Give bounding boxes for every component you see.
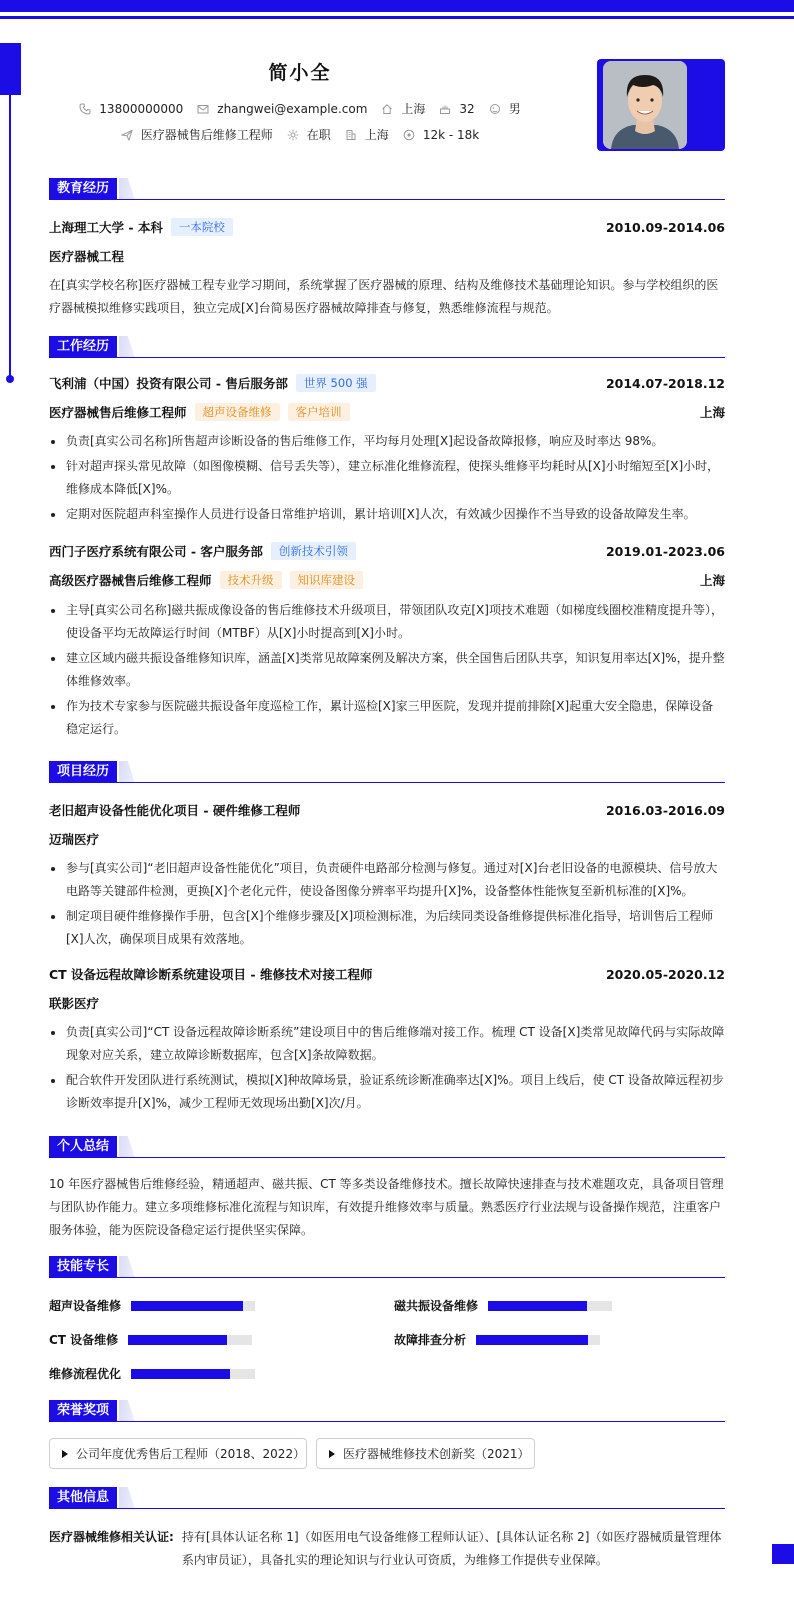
section-work-title: 工作经历 — [49, 336, 117, 358]
profile-photo — [603, 61, 687, 149]
section-divider — [49, 1157, 725, 1158]
skill-name: CT 设备维修 — [49, 1333, 119, 1347]
project-1-name: 老旧超声设备性能优化项目 - 硬件维修工程师 — [49, 803, 301, 818]
section-awards-title: 荣誉奖项 — [49, 1400, 117, 1422]
building-icon — [345, 129, 357, 141]
job-1-date: 2014.07-2018.12 — [605, 375, 725, 391]
section-tab-tail — [119, 1487, 135, 1509]
project-1-date: 2016.03-2016.09 — [605, 802, 725, 818]
list-item: 主导[真实公司名称]磁共振成像设备的售后维修技术升级项目，带领团队攻克[X]项技术难题（如梯度线圈校准精度提升等），使设备平均无故障运行时间（MTBF）从[X]小时提高到[X]小时。 — [49, 599, 725, 645]
school-tag: 一本院校 — [171, 218, 233, 236]
project-2-name: CT 设备远程故障诊断系统建设项目 - 维修技术对接工程师 — [49, 967, 373, 982]
list-item: 负责[真实公司]“CT 设备远程故障诊断系统”建设项目中的售后维修端对接工作。梳理 CT 设备[X]类常见故障代码与实际故障现象对应关系，建立故障诊断数据库，包含[X]条故障数据。 — [49, 1021, 725, 1067]
award-item[interactable] — [49, 1438, 307, 1469]
list-item: 建立区域内磁共振设备维修知识库，涵盖[X]类常见故障案例及解决方案，供全国售后团队共享，知识复用率达[X]%，提升整体维修效率。 — [49, 647, 725, 693]
education-date: 2010.09-2014.06 — [605, 219, 725, 235]
job-intent-row — [0, 126, 600, 143]
gender-icon — [489, 103, 501, 115]
project-2-bullets — [49, 1021, 725, 1117]
education-major-row — [49, 247, 725, 265]
skill-bar — [488, 1301, 612, 1311]
left-timeline-dot — [6, 375, 14, 383]
section-tab-tail — [119, 761, 135, 783]
project-2-org-row — [49, 994, 725, 1012]
coin-icon — [403, 129, 415, 141]
job-2-bullets — [49, 599, 725, 743]
education-description: 在[真实学校名称]医疗器械工程专业学习期间，系统掌握了医疗器械的原理、结构及维修技术基础理论知识。参与学校组织的医疗器械模拟维修实践项目，独立完成[X]台简易医疗器械故障排查与修复，熟悉维修流程与规范。 — [49, 278, 719, 315]
status-info — [287, 126, 331, 143]
list-item: 参与[真实公司]“老旧超声设备性能优化”项目，负责硬件电路部分检测与修复。通过对[X]台老旧设备的电源模块、信号放大电路等关键部件检测，更换[X]个老化元件，使设备图像分辨率平均提升[X]%，设备整体性能恢复至新机标准的[X]%。 — [49, 857, 725, 903]
cake-icon — [439, 103, 451, 115]
section-projects-header — [49, 761, 725, 783]
award-text: 医疗器械维修技术创新奖（2021） — [343, 1447, 530, 1461]
age-info — [439, 102, 474, 116]
home-icon — [381, 103, 393, 115]
section-divider — [49, 357, 725, 358]
job-2-date: 2019.01-2023.06 — [605, 543, 725, 559]
phone-text: 13800000000 — [99, 101, 184, 116]
send-icon — [121, 129, 133, 141]
project-2-title-row — [49, 965, 725, 983]
section-tab-tail — [119, 336, 135, 358]
section-other-title: 其他信息 — [49, 1487, 117, 1509]
skill-bar — [476, 1335, 600, 1345]
person-portrait-icon — [603, 61, 687, 149]
section-education-header — [49, 178, 725, 200]
top-accent-line — [0, 16, 794, 19]
skill-bar — [128, 1335, 252, 1345]
skill-name: 故障排查分析 — [394, 1333, 467, 1347]
section-tab-tail — [119, 178, 135, 200]
email-text: zhangwei@example.com — [217, 101, 368, 116]
job-2-role: 高级医疗器械售后维修工程师 — [49, 573, 212, 588]
job-2-company-tag: 创新技术引领 — [271, 542, 356, 560]
project-1-bullets — [49, 857, 725, 953]
section-projects-title: 项目经历 — [49, 761, 117, 783]
job-1-location: 上海 — [699, 405, 725, 420]
award-item[interactable] — [316, 1438, 535, 1469]
email-info — [197, 102, 367, 116]
list-item: 定期对医院超声科室操作人员进行设备日常维护培训，累计培训[X]人次，有效减少因操作不当导致的设备故障发生率。 — [49, 503, 725, 526]
job-1-tag: 超声设备维修 — [195, 403, 280, 421]
skill-name: 维修流程优化 — [49, 1367, 122, 1381]
job-2-tag: 技术升级 — [220, 571, 282, 589]
skill-name: 磁共振设备维修 — [394, 1299, 479, 1313]
skill-bar-fill — [128, 1335, 227, 1345]
section-skills-title: 技能专长 — [49, 1256, 117, 1278]
summary-text: 10 年医疗器械售后维修经验，精通超声、磁共振、CT 等多类设备维修技术。擅长故障快速排查与技术难题攻克，具备项目管理与团队协作能力。建立多项维修标准化流程与知识库，有效提升维修效率与质量。熟悉医疗行业法规与设备操作规范，注重客户服务体验，能为医院设备稳定运行提供坚实保障。 — [49, 1177, 724, 1237]
education-title-row — [49, 218, 725, 236]
status-text: 在职 — [306, 128, 331, 142]
profile-photo-frame — [597, 59, 725, 151]
skill-bar-fill — [488, 1301, 587, 1311]
skill-bar — [131, 1301, 255, 1311]
section-education-title: 教育经历 — [49, 178, 117, 200]
job-2-title-row — [49, 542, 725, 560]
section-tab-tail — [119, 1400, 135, 1422]
job-target-info — [121, 126, 273, 143]
section-divider — [49, 1277, 725, 1278]
city-text: 上海 — [364, 128, 389, 142]
contact-row — [0, 100, 600, 117]
skill-name: 超声设备维修 — [49, 1299, 122, 1313]
job-1-role-row — [49, 403, 725, 421]
age-text: 32 — [459, 101, 475, 116]
right-accent-tab — [772, 1544, 794, 1564]
section-summary-title: 个人总结 — [49, 1136, 117, 1158]
section-awards-header — [49, 1400, 725, 1422]
hometown-info — [381, 100, 425, 117]
other-info-row — [49, 1526, 725, 1572]
salary-info — [403, 128, 479, 142]
skill-bar-fill — [131, 1301, 243, 1311]
play-triangle-icon — [329, 1450, 335, 1458]
job-2-role-row — [49, 571, 725, 589]
city-info — [345, 126, 389, 143]
list-item: 配合软件开发团队进行系统测试，模拟[X]种故障场景，验证系统诊断准确率达[X]%。项目上线后，使 CT 设备故障远程初步诊断效率提升[X]%，减少工程师无效现场出勤[X]次/月。 — [49, 1069, 725, 1115]
job-2-company: 西门子医疗系统有限公司 - 客户服务部 — [49, 544, 263, 559]
project-1-title-row — [49, 801, 725, 819]
award-text: 公司年度优秀售后工程师（2018、2022） — [76, 1447, 306, 1461]
major-name: 医疗器械工程 — [49, 249, 125, 264]
skill-bar — [131, 1369, 255, 1379]
project-1-org: 迈瑞医疗 — [49, 832, 100, 847]
project-1-org-row — [49, 830, 725, 848]
school-name: 上海理工大学 - 本科 — [49, 220, 163, 235]
job-1-title-row — [49, 374, 725, 392]
project-2-org: 联影医疗 — [49, 996, 100, 1011]
section-divider — [49, 1421, 725, 1422]
section-tab-tail — [119, 1256, 135, 1278]
skill-item — [49, 1297, 255, 1314]
section-other-header — [49, 1487, 725, 1509]
job-1-company: 飞利浦（中国）投资有限公司 - 售后服务部 — [49, 376, 288, 391]
job-target-text: 医疗器械售后维修工程师 — [140, 128, 273, 142]
other-info-label: 医疗器械维修相关认证: — [49, 1530, 174, 1544]
status-icon — [287, 129, 299, 141]
job-2-tag: 知识库建设 — [290, 571, 364, 589]
job-1-tag: 客户培训 — [288, 403, 350, 421]
project-2-date: 2020.05-2020.12 — [605, 966, 725, 982]
skill-item — [394, 1297, 612, 1314]
section-divider — [49, 782, 725, 783]
section-divider — [49, 199, 725, 200]
skill-item — [49, 1365, 255, 1382]
top-accent-bar — [0, 0, 794, 12]
other-info-value: 持有[具体认证名称 1]（如医用电气设备维修工程师认证）、[具体认证名称 2]（如医疗器械质量管理体系内审员证），具备扎实的理论知识与行业认可资质，为维修工作提供专业保障。 — [181, 1530, 722, 1567]
section-skills-header — [49, 1256, 725, 1278]
candidate-name: 简小全 — [268, 62, 332, 84]
job-1-company-tag: 世界 500 强 — [296, 374, 376, 392]
hometown-text: 上海 — [401, 102, 426, 116]
list-item: 制定项目硬件维修操作手册，包含[X]个维修步骤及[X]项检测标准，为后续同类设备维修提供标准化指导，培训售后工程师[X]人次，确保项目成果有效落地。 — [49, 905, 725, 951]
skill-bar-fill — [131, 1369, 230, 1379]
list-item: 负责[真实公司名称]所售超声诊断设备的售后维修工作，平均每月处理[X]起设备故障报修，响应及时率达 98%。 — [49, 430, 725, 453]
section-summary-header — [49, 1136, 725, 1158]
play-triangle-icon — [62, 1450, 68, 1458]
job-1-bullets — [49, 430, 725, 528]
list-item: 作为技术专家参与医院磁共振设备年度巡检工作，累计巡检[X]家三甲医院，发现并提前排除[X]起重大安全隐患，保障设备稳定运行。 — [49, 695, 725, 741]
skill-item — [49, 1331, 252, 1348]
section-tab-tail — [119, 1136, 135, 1158]
section-work-header — [49, 336, 725, 358]
job-2-location: 上海 — [699, 573, 725, 588]
section-divider — [49, 1508, 725, 1509]
skill-bar-fill — [476, 1335, 588, 1345]
skill-item — [394, 1331, 600, 1348]
phone-icon — [79, 103, 91, 115]
job-1-role: 医疗器械售后维修工程师 — [49, 405, 187, 420]
list-item: 针对超声探头常见故障（如图像模糊、信号丢失等），建立标准化维修流程，使探头维修平均耗时从[X]小时缩短至[X]小时，维修成本降低[X]%。 — [49, 455, 725, 501]
mail-icon — [197, 103, 209, 115]
phone-info — [79, 102, 183, 116]
gender-info — [489, 100, 521, 117]
salary-text: 12k - 18k — [422, 127, 480, 142]
gender-text: 男 — [508, 102, 521, 116]
